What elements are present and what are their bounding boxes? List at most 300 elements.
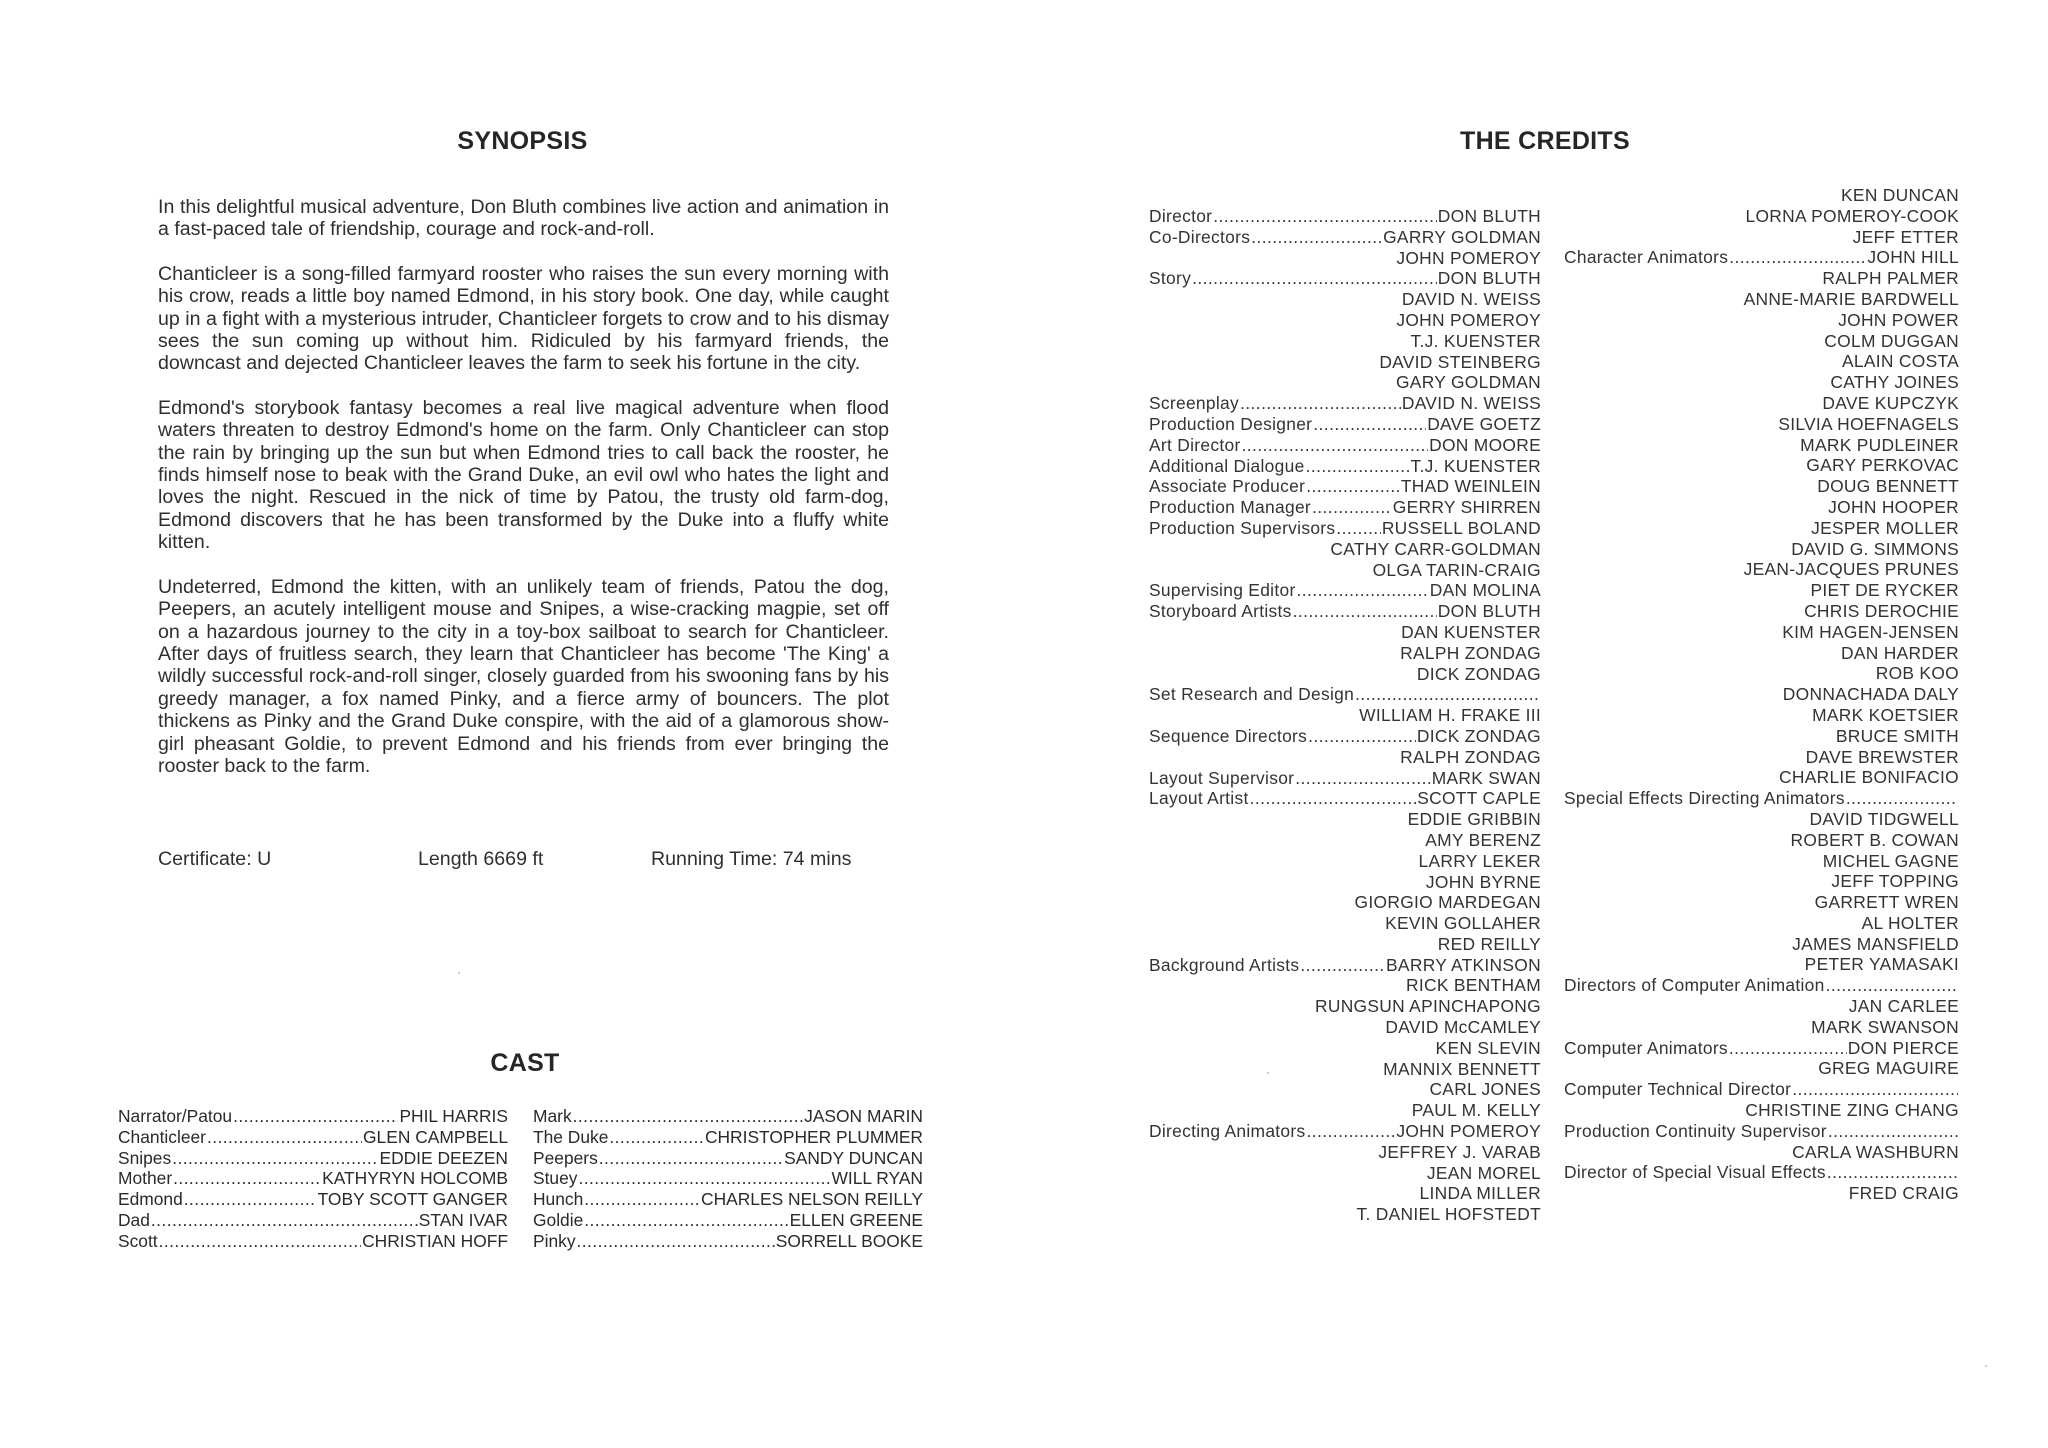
person-name: STAN IVAR — [418, 1209, 508, 1230]
credit-row — [1564, 1142, 1959, 1163]
credit-row — [1564, 559, 1959, 580]
dot-leader — [1297, 580, 1429, 601]
person-name: DAVID McCAMLEY — [1385, 1017, 1541, 1038]
person-name: DAVE GOETZ — [1427, 413, 1541, 434]
credit-row — [1149, 726, 1541, 747]
credit-row — [1564, 1038, 1959, 1059]
role-label: Associate Producer — [1149, 476, 1306, 497]
role-label: The Duke — [533, 1126, 609, 1147]
person-name: ROB KOO — [1875, 663, 1959, 684]
synopsis-heading: SYNOPSIS — [457, 127, 588, 155]
dot-leader — [1336, 518, 1380, 539]
person-name: CHRISTOPHER PLUMMER — [704, 1126, 923, 1147]
dot-leader — [1828, 1121, 1958, 1142]
person-name: JEFFREY J. VARAB — [1378, 1141, 1541, 1162]
dot-leader — [1306, 1121, 1395, 1142]
credit-row — [1564, 372, 1959, 393]
credit-row — [118, 1189, 508, 1210]
dot-leader — [1792, 1079, 1958, 1100]
person-name: MARK SWAN — [1431, 767, 1541, 788]
person-name: DAVE BREWSTER — [1805, 746, 1959, 767]
role-label: Directors of Computer Animation — [1564, 975, 1825, 996]
role-label: Art Director — [1149, 434, 1241, 455]
credit-row — [1149, 622, 1541, 643]
credit-row — [533, 1168, 923, 1189]
credit-row — [1564, 206, 1959, 227]
role-label: Layout Artist — [1149, 788, 1249, 809]
person-name: CATHY JOINES — [1830, 372, 1959, 393]
cast-list-right — [533, 1106, 923, 1252]
credit-row — [1149, 747, 1541, 768]
credit-row — [1149, 560, 1541, 581]
credit-row — [533, 1127, 923, 1148]
credits-list-left — [1149, 206, 1541, 1225]
credit-row — [1149, 393, 1541, 414]
role-label: Edmond — [118, 1189, 183, 1210]
role-label: Stuey — [533, 1168, 578, 1189]
credits-heading: THE CREDITS — [1460, 127, 1630, 155]
credit-row — [1564, 1121, 1959, 1142]
credit-row — [1149, 227, 1541, 248]
role-label: Snipes — [118, 1147, 172, 1168]
role-label: Story — [1149, 268, 1192, 289]
dot-leader — [233, 1106, 398, 1127]
person-name: JEFF TOPPING — [1831, 871, 1959, 892]
person-name: JEAN-JACQUES PRUNES — [1743, 559, 1959, 580]
credit-row — [1564, 851, 1959, 872]
person-name: ALAIN COSTA — [1841, 351, 1959, 372]
person-name: DAVID G. SIMMONS — [1791, 538, 1959, 559]
credit-row — [1564, 351, 1959, 372]
person-name: KEVIN GOLLAHER — [1385, 913, 1541, 934]
person-name: WILLIAM H. FRAKE III — [1359, 705, 1541, 726]
person-name: LINDA MILLER — [1419, 1183, 1541, 1204]
credit-row — [1149, 768, 1541, 789]
dot-leader — [151, 1210, 418, 1231]
person-name: CHRISTINE ZING CHANG — [1745, 1100, 1959, 1121]
person-name: CHRIS DEROCHIE — [1804, 600, 1959, 621]
person-name: JOHN HOOPER — [1828, 496, 1959, 517]
credits-list-right — [1564, 185, 1959, 1204]
credit-row — [1149, 435, 1541, 456]
scan-speck — [1985, 1365, 1987, 1367]
person-name: DAVID N. WEISS — [1401, 393, 1541, 414]
person-name: PETER YAMASAKI — [1804, 954, 1959, 975]
person-name: THAD WEINLEIN — [1400, 476, 1541, 497]
role-label: Storyboard Artists — [1149, 601, 1292, 622]
credit-row — [1149, 372, 1541, 393]
credit-row — [1564, 954, 1959, 975]
dot-leader — [1293, 601, 1437, 622]
person-name: T.J. KUENSTER — [1410, 330, 1541, 351]
person-name: GARY PERKOVAC — [1806, 455, 1959, 476]
person-name: RED REILLY — [1437, 933, 1541, 954]
person-name: SCOTT CAPLE — [1417, 788, 1541, 809]
person-name: AL HOLTER — [1861, 912, 1959, 933]
dot-leader — [1295, 768, 1430, 789]
person-name: CHARLES NELSON REILLY — [701, 1189, 923, 1210]
credit-row — [1149, 830, 1541, 851]
person-name: RALPH PALMER — [1822, 268, 1959, 289]
credit-row — [1149, 788, 1541, 809]
person-name: DAN HARDER — [1841, 642, 1959, 663]
credit-row — [1149, 913, 1541, 934]
credit-row — [1564, 830, 1959, 851]
person-name: JAN CARLEE — [1848, 996, 1959, 1017]
credit-row — [1149, 1163, 1541, 1184]
credit-row — [1564, 1100, 1959, 1121]
person-name: GIORGIO MARDEGAN — [1354, 892, 1541, 913]
person-name: JOHN BYRNE — [1425, 871, 1541, 892]
credit-row — [533, 1106, 923, 1127]
dot-leader — [207, 1127, 362, 1148]
dot-leader — [1313, 414, 1426, 435]
person-name: CARL JONES — [1429, 1079, 1541, 1100]
person-name: LORNA POMEROY-COOK — [1745, 205, 1959, 226]
person-name: RALPH ZONDAG — [1400, 746, 1541, 767]
person-name: RUSSELL BOLAND — [1381, 517, 1541, 538]
person-name: MARK KOETSIER — [1812, 704, 1959, 725]
person-name: KEN DUNCAN — [1841, 185, 1959, 205]
role-label: Dad — [118, 1209, 150, 1230]
dot-leader — [1213, 206, 1437, 227]
role-label: Scott — [118, 1230, 158, 1251]
person-name: SANDY DUNCAN — [784, 1147, 923, 1168]
person-name: DICK ZONDAG — [1416, 663, 1541, 684]
person-name: DAVE KUPCZYK — [1822, 392, 1959, 413]
role-label: Supervising Editor — [1149, 580, 1296, 601]
person-name: DONNACHADA DALY — [1782, 684, 1959, 705]
dot-leader — [573, 1106, 803, 1127]
credit-row — [1564, 1079, 1959, 1100]
credit-row — [1149, 518, 1541, 539]
person-name: CATHY CARR-GOLDMAN — [1330, 538, 1541, 559]
person-name: DAVID TIDGWELL — [1809, 808, 1959, 829]
person-name: JOHN HILL — [1867, 247, 1959, 268]
person-name: GARRETT WREN — [1814, 892, 1959, 913]
dot-leader — [578, 1168, 830, 1189]
credit-row — [1564, 331, 1959, 352]
credit-row — [1149, 352, 1541, 373]
role-label: Production Manager — [1149, 497, 1312, 518]
credit-row — [1149, 476, 1541, 497]
person-name: JOHN POMEROY — [1396, 1121, 1541, 1142]
credit-row — [1149, 643, 1541, 664]
credit-row — [118, 1106, 508, 1127]
credit-row — [1564, 705, 1959, 726]
dot-leader — [1355, 684, 1540, 705]
role-label: Computer Technical Director — [1564, 1079, 1792, 1100]
running-time: Running Time: 74 mins — [651, 848, 852, 870]
dot-leader — [599, 1148, 783, 1169]
role-label: Character Animators — [1564, 247, 1729, 268]
credit-row — [1149, 955, 1541, 976]
credit-row — [1564, 518, 1959, 539]
credit-row — [1564, 663, 1959, 684]
role-label: Production Continuity Supervisor — [1564, 1120, 1827, 1141]
credit-row — [118, 1127, 508, 1148]
credit-row — [1564, 455, 1959, 476]
credit-row — [1564, 788, 1959, 809]
person-name: FRED CRAIG — [1848, 1183, 1959, 1204]
credit-row — [1564, 268, 1959, 289]
dot-leader — [609, 1127, 704, 1148]
credit-row — [1564, 580, 1959, 601]
person-name: T. DANIEL HOFSTEDT — [1356, 1204, 1541, 1225]
credit-row — [533, 1148, 923, 1169]
role-label: Directing Animators — [1149, 1121, 1306, 1142]
credit-row — [533, 1189, 923, 1210]
person-name: DAN MOLINA — [1429, 580, 1541, 601]
credit-row — [1564, 185, 1959, 206]
person-name: MANNIX BENNETT — [1383, 1058, 1541, 1079]
person-name: TOBY SCOTT GANGER — [317, 1189, 508, 1210]
person-name: PIET DE RYCKER — [1810, 580, 1959, 601]
role-label: Director — [1149, 206, 1213, 226]
person-name: DAN KUENSTER — [1401, 621, 1541, 642]
role-label: Additional Dialogue — [1149, 455, 1305, 476]
dot-leader — [1240, 393, 1401, 414]
scan-speck — [458, 972, 460, 974]
credit-row — [1149, 1017, 1541, 1038]
person-name: JOHN POMEROY — [1396, 309, 1541, 330]
role-label: Production Supervisors — [1149, 517, 1336, 538]
person-name: PHIL HARRIS — [399, 1106, 508, 1126]
credit-row — [1149, 1079, 1541, 1100]
synopsis-paragraph: Undeterred, Edmond the kitten, with an unlikely team of friends, Patou the dog, Peepers, an acutely intelligent mouse and Snipes, a wise-cracking magpie, set off on a hazardous journey to the city in a toy-box sailboat to search for Chanticleer. After days of fruitless search, they learn that Chanticleer has become 'The King' a wildly successful rock-and-roll singer, closely guarded from his swooning fans by his greedy manager, a fox named Pinky, and a fierce army of bouncers. The plot thickens as Pinky and the Grand Duke conspire, with the aid of a glamorous show-girl pheasant Goldie, to prevent Edmond and his friends from ever bringing the rooster back to the farm. — [158, 575, 889, 777]
certificate: Certificate: U — [158, 848, 272, 870]
credit-row — [1149, 664, 1541, 685]
person-name: RALPH ZONDAG — [1400, 642, 1541, 663]
credit-row — [1149, 1204, 1541, 1225]
credit-row — [1149, 289, 1541, 310]
credit-row — [1564, 1017, 1959, 1038]
credit-row — [1149, 456, 1541, 477]
credit-row — [1149, 601, 1541, 622]
credit-row — [1564, 227, 1959, 248]
person-name: DOUG BENNETT — [1817, 476, 1959, 497]
credit-row — [1564, 393, 1959, 414]
person-name: T.J. KUENSTER — [1410, 455, 1541, 476]
credit-row — [1564, 1162, 1959, 1183]
person-name: RICK BENTHAM — [1405, 975, 1541, 996]
dot-leader — [1242, 435, 1429, 456]
film-length: Length 6669 ft — [418, 848, 544, 870]
cast-heading: CAST — [490, 1049, 560, 1077]
credit-row — [1564, 913, 1959, 934]
credit-row — [1149, 934, 1541, 955]
person-name: EDDIE GRIBBIN — [1407, 809, 1541, 830]
credit-row — [1149, 539, 1541, 560]
credit-row — [1564, 767, 1959, 788]
person-name: CHARLIE BONIFACIO — [1778, 767, 1959, 788]
credit-row — [1564, 809, 1959, 830]
synopsis-paragraph: Edmond's storybook fantasy becomes a real live magical adventure when flood waters threaten to destroy Edmond's home on the farm. Only Chanticleer can stop the rain by bringing up the sun but when Edmond tries to call back the rooster, he finds himself nose to beak with the Grand Duke, an evil owl who hates the light and loves the night. Rescued in the nick of time by Patou, the trusty old farm-dog, Edmond discovers that he has been transformed by the Duke into a fluffy white kitten. — [158, 396, 889, 554]
credit-row — [1149, 331, 1541, 352]
person-name: DAVID N. WEISS — [1401, 289, 1541, 310]
person-name: WILL RYAN — [831, 1168, 923, 1189]
role-label: Production Designer — [1149, 413, 1313, 434]
credit-row — [1149, 1059, 1541, 1080]
dot-leader — [173, 1168, 321, 1189]
person-name: KIM HAGEN-JENSEN — [1782, 621, 1959, 642]
credit-row — [1149, 975, 1541, 996]
person-name: MARK SWANSON — [1811, 1016, 1959, 1037]
role-label: Pinky — [533, 1230, 576, 1251]
person-name: BARRY ATKINSON — [1386, 954, 1541, 975]
person-name: JEFF ETTER — [1852, 226, 1959, 247]
credit-row — [1149, 872, 1541, 893]
person-name: GARRY GOLDMAN — [1383, 226, 1541, 247]
credit-row — [118, 1168, 508, 1189]
person-name: SORRELL BOOKE — [775, 1230, 923, 1251]
credit-row — [1564, 747, 1959, 768]
role-label: Mother — [118, 1168, 173, 1189]
dot-leader — [1308, 726, 1416, 747]
synopsis-paragraph: In this delightful musical adventure, Don Bluth combines live action and animation in a fast-paced tale of friendship, courage and rock-and-roll. — [158, 196, 889, 241]
credit-row — [1564, 643, 1959, 664]
credit-row — [1564, 247, 1959, 268]
credit-row — [1564, 601, 1959, 622]
credit-row — [533, 1231, 923, 1252]
credit-row — [1149, 1100, 1541, 1121]
person-name: DAVID STEINBERG — [1379, 351, 1541, 372]
person-name: KEN SLEVIN — [1435, 1037, 1541, 1058]
credit-row — [1149, 851, 1541, 872]
credit-row — [1564, 289, 1959, 310]
person-name: GLEN CAMPBELL — [363, 1126, 508, 1147]
role-label: Hunch — [533, 1189, 584, 1210]
credit-row — [1564, 975, 1959, 996]
credit-row — [1564, 476, 1959, 497]
dot-leader — [1846, 788, 1958, 809]
person-name: MARK PUDLEINER — [1800, 434, 1959, 455]
credit-row — [1149, 809, 1541, 830]
dot-leader — [1827, 1162, 1958, 1183]
credit-row — [1149, 248, 1541, 269]
credit-row — [1149, 1142, 1541, 1163]
person-name: ROBERT B. COWAN — [1790, 829, 1959, 850]
person-name: DON BLUTH — [1437, 206, 1541, 226]
person-name: DON BLUTH — [1437, 268, 1541, 289]
role-label: Co-Directors — [1149, 226, 1251, 247]
person-name: ANNE-MARIE BARDWELL — [1743, 288, 1959, 309]
credit-row — [1564, 934, 1959, 955]
credit-row — [1564, 1058, 1959, 1079]
person-name: GREG MAGUIRE — [1818, 1058, 1959, 1079]
dot-leader — [1306, 476, 1400, 497]
role-label: Sequence Directors — [1149, 725, 1308, 746]
credit-row — [1564, 726, 1959, 747]
dot-leader — [1251, 227, 1382, 248]
credit-row — [1564, 684, 1959, 705]
credit-row — [1564, 892, 1959, 913]
person-name: AMY BERENZ — [1425, 829, 1541, 850]
dot-leader — [1826, 975, 1958, 996]
credit-row — [1149, 268, 1541, 289]
person-name: CHRISTIAN HOFF — [362, 1230, 508, 1251]
dot-leader — [1306, 456, 1410, 477]
dot-leader — [1312, 497, 1392, 518]
credit-row — [1564, 871, 1959, 892]
role-label: Background Artists — [1149, 954, 1300, 975]
role-label: Computer Animators — [1564, 1037, 1728, 1058]
credit-row — [118, 1231, 508, 1252]
credit-row — [1149, 497, 1541, 518]
role-label: Mark — [533, 1106, 572, 1126]
role-label: Set Research and Design — [1149, 684, 1355, 705]
person-name: DON BLUTH — [1437, 601, 1541, 622]
role-label: Narrator/Patou — [118, 1106, 233, 1126]
credit-row — [1564, 539, 1959, 560]
person-name: GARY GOLDMAN — [1395, 372, 1541, 393]
credit-row — [1149, 1038, 1541, 1059]
credit-row — [1149, 705, 1541, 726]
person-name: JESPER MOLLER — [1811, 517, 1959, 538]
role-label: Chanticleer — [118, 1126, 206, 1147]
credit-row — [1149, 310, 1541, 331]
synopsis-body — [158, 196, 889, 799]
credit-row — [1564, 622, 1959, 643]
credit-row — [1564, 310, 1959, 331]
dot-leader — [1729, 247, 1866, 268]
person-name: PAUL M. KELLY — [1411, 1100, 1541, 1121]
person-name: LARRY LEKER — [1418, 850, 1541, 871]
person-name: KATHYRYN HOLCOMB — [322, 1168, 508, 1189]
scan-speck — [1267, 1072, 1269, 1074]
dot-leader — [172, 1148, 378, 1169]
person-name: CARLA WASHBURN — [1792, 1141, 1959, 1162]
role-label: Layout Supervisor — [1149, 767, 1295, 788]
credit-row — [1564, 497, 1959, 518]
credit-row — [1149, 414, 1541, 435]
dot-leader — [1300, 955, 1385, 976]
credit-row — [1564, 1183, 1959, 1204]
dot-leader — [1729, 1038, 1847, 1059]
synopsis-paragraph: Chanticleer is a song-filled farmyard rooster who raises the sun every morning with his crow, reads a little boy named Edmond, in his story book. One day, while caught up in a fight with a mysterious intruder, Chanticleer forgets to crow and to his dismay sees the sun coming up without him. Ridiculed by his farmyard friends, the downcast and dejected Chanticleer leaves the farm to seek his fortune in the city. — [158, 262, 889, 375]
person-name: EDDIE DEEZEN — [379, 1147, 508, 1168]
person-name: COLM DUGGAN — [1824, 330, 1959, 351]
person-name: MICHEL GAGNE — [1822, 850, 1959, 871]
dot-leader — [584, 1189, 700, 1210]
person-name: BRUCE SMITH — [1835, 725, 1959, 746]
person-name: JOHN POMEROY — [1396, 247, 1541, 268]
person-name: JAMES MANSFIELD — [1792, 933, 1959, 954]
credit-row — [1149, 684, 1541, 705]
credit-row — [118, 1148, 508, 1169]
dot-leader — [1250, 788, 1417, 809]
cast-list-left — [118, 1106, 508, 1252]
role-label: Director of Special Visual Effects — [1564, 1162, 1826, 1183]
person-name: OLGA TARIN-CRAIG — [1372, 559, 1541, 580]
credit-row — [1149, 206, 1541, 227]
dot-leader — [159, 1231, 361, 1252]
person-name: DON MOORE — [1429, 434, 1541, 455]
role-label: Screenplay — [1149, 393, 1240, 414]
person-name: DON PIERCE — [1847, 1037, 1959, 1058]
credit-row — [1149, 1121, 1541, 1142]
person-name: DICK ZONDAG — [1416, 725, 1541, 746]
credit-row — [1149, 1183, 1541, 1204]
credit-row — [1564, 996, 1959, 1017]
dot-leader — [1192, 268, 1437, 289]
role-label: Special Effects Directing Animators — [1564, 788, 1845, 809]
person-name: GERRY SHIRREN — [1392, 497, 1541, 518]
dot-leader — [184, 1189, 317, 1210]
credit-row — [1149, 892, 1541, 913]
credit-row — [533, 1210, 923, 1231]
credit-row — [1564, 414, 1959, 435]
